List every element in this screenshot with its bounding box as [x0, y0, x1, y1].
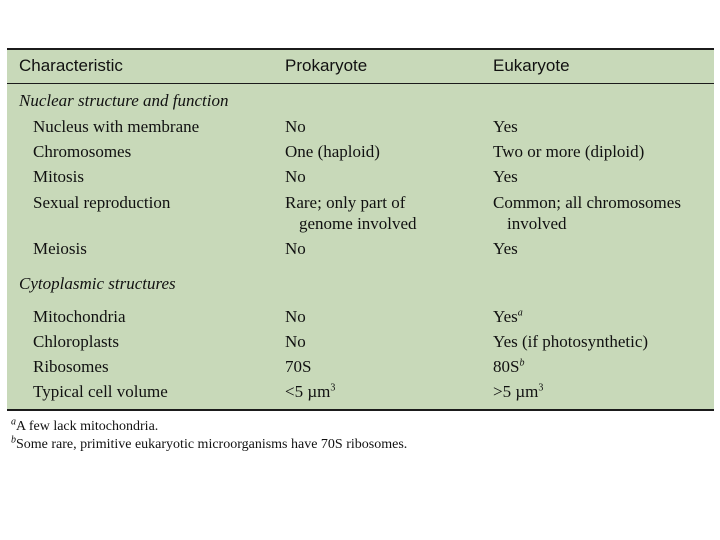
- cell-value: Yes: [493, 307, 518, 326]
- footnote-text: A few lack mitochondria.: [16, 419, 159, 434]
- cell-prokaryote: No: [285, 307, 306, 326]
- cell-characteristic: Typical cell volume: [33, 382, 168, 401]
- cell-line: involved: [507, 214, 567, 233]
- header-prokaryote: Prokaryote: [285, 56, 368, 75]
- cell-characteristic: Sexual reproduction: [33, 193, 171, 212]
- cell-characteristic: Mitochondria: [33, 307, 126, 326]
- cell-line: Common; all chromosomes: [493, 193, 681, 212]
- cell-eukaryote: Yes: [493, 167, 518, 186]
- cell-eukaryote: Yes: [493, 239, 518, 258]
- footnote-text: Some rare, primitive eukaryotic microorganisms have 70S ribosomes.: [16, 437, 408, 452]
- footnote: [11, 416, 159, 435]
- cell-value: >5 µm: [493, 382, 539, 401]
- cell-eukaryote: [493, 192, 681, 234]
- cell-prokaryote: 70S: [285, 357, 312, 376]
- cell-value: <5 µm: [285, 382, 331, 401]
- comparison-table: [7, 48, 714, 411]
- cell-eukaryote: [493, 356, 524, 377]
- cell-prokaryote: No: [285, 332, 306, 351]
- cell-eukaryote: [493, 381, 543, 402]
- footnote-marker: a: [517, 307, 523, 319]
- table-header: [7, 48, 714, 84]
- cell-characteristic: Nucleus with membrane: [33, 117, 200, 136]
- exponent: 3: [538, 382, 544, 394]
- exponent: 3: [330, 382, 336, 394]
- cell-prokaryote: No: [285, 117, 306, 136]
- cell-prokaryote: One (haploid): [285, 142, 380, 161]
- cell-characteristic: Chromosomes: [33, 142, 132, 161]
- footnote-marker: b: [519, 357, 525, 369]
- footnote-mark: a: [11, 416, 16, 428]
- cell-line: genome involved: [299, 214, 417, 233]
- table-bottom-rule: [7, 409, 714, 411]
- cell-prokaryote: No: [285, 167, 306, 186]
- cell-characteristic: Meiosis: [33, 239, 87, 258]
- cell-characteristic: Mitosis: [33, 167, 85, 186]
- footnote-mark: b: [11, 434, 16, 446]
- cell-eukaryote: Yes (if photosynthetic): [493, 332, 649, 351]
- cell-prokaryote: [285, 192, 417, 234]
- cell-line: Rare; only part of: [285, 193, 406, 212]
- header-eukaryote: Eukaryote: [493, 56, 570, 75]
- cell-eukaryote: Two or more (diploid): [493, 142, 645, 161]
- section-title-nuclear: Nuclear structure and function: [19, 91, 229, 110]
- cell-prokaryote: No: [285, 239, 306, 258]
- cell-value: 80S: [493, 357, 520, 376]
- cell-eukaryote: [493, 306, 523, 327]
- footnote: [11, 434, 408, 453]
- cell-characteristic: Chloroplasts: [33, 332, 119, 351]
- cell-prokaryote: [285, 381, 335, 402]
- cell-eukaryote: Yes: [493, 117, 518, 136]
- header-characteristic: Characteristic: [19, 56, 123, 75]
- cell-characteristic: Ribosomes: [33, 357, 109, 376]
- section-title-cytoplasmic: Cytoplasmic structures: [19, 274, 176, 293]
